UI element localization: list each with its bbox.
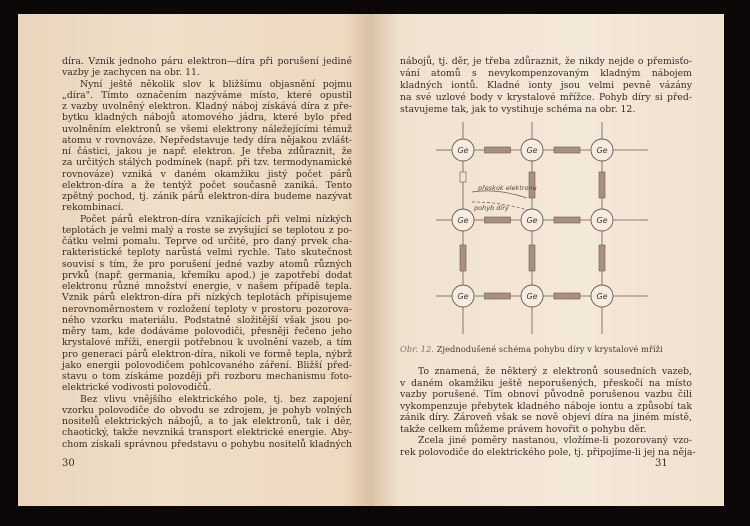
ge-atom-label: Ge xyxy=(596,216,608,225)
text-line: prvků (např. germania, křemíku apod.) je zapotřebí dodat xyxy=(62,269,352,281)
right-page-text-bottom xyxy=(400,366,696,458)
text-line: měry tam, kde dodáváme polovodiči, přesněji řečeno jeho xyxy=(62,326,352,337)
hole-motion-label: pohyb díry xyxy=(474,204,509,212)
ge-atom-label: Ge xyxy=(457,146,469,155)
electron-pair-bond xyxy=(485,147,511,153)
page-number-right: 31 xyxy=(655,458,668,469)
text-line: Vznik párů elektron-díra při nízkých teplotách připisujeme xyxy=(62,292,352,304)
text-line: stavujeme tak, jak to vystihuje schéma na obr. 12. xyxy=(400,104,636,115)
broken-bond xyxy=(460,172,466,182)
electron-jump-label: přeskok elektronu xyxy=(478,184,537,192)
text-line: na své uzlové body v krystalové mřížce. Pohyb díry si před- xyxy=(400,92,692,103)
text-line: vazby je zachycen na obr. 11. xyxy=(62,67,200,79)
electron-pair-bond xyxy=(460,245,466,271)
text-line: krystalové mříži, energii potřebnou k uvolnění vazeb, a tím xyxy=(62,337,352,349)
text-line: za určitých stálých podmínek (např. při tzv. termodynamické xyxy=(62,157,352,169)
text-line: stavu o tom získáme později při rozboru mechanismu foto- xyxy=(62,371,352,382)
text-line: vykompenzuje přebytek kladného náboje iontu a způsobí tak xyxy=(400,400,692,412)
electron-pair-bond xyxy=(554,293,580,299)
text-line: díra. Vznik jednoho páru elektron—díra při porušení jediné xyxy=(62,56,352,67)
text-line: nábojů, tj. děr, je třeba zdůraznit, že nikdy nejde o přemisťo- xyxy=(400,56,692,67)
text-line: bytku kladných nábojů atomového jádra, které bylo před xyxy=(62,112,352,124)
electron-pair-bond xyxy=(554,217,580,223)
text-line: „díra". Tímto označením nazýváme místo, které opustil xyxy=(62,89,352,101)
text-line: atomu v rovnováze. Nepředstavuje tedy díra nějakou zvlášt- xyxy=(62,134,352,146)
text-line: To znamená, že některý z elektronů sousedních vazeb, xyxy=(418,366,692,377)
ge-atom-label: Ge xyxy=(457,292,469,301)
text-line: vání atomů s nevykompenzovaným kladným nábojem xyxy=(400,68,692,79)
text-line: jako energii polovodičem pohlcovaného záření. Bližší před- xyxy=(62,359,352,371)
text-line: zpětný pochod, tj. zánik párů elektron-díra budeme nazývat xyxy=(62,191,352,202)
electron-pair-bond xyxy=(599,172,605,198)
text-line: rakteristické teploty narůstá velmi rychle. Tato skutečnost xyxy=(62,247,352,259)
text-line: teplotách je velmi malý a roste se zvyšující se teplotou z po- xyxy=(62,224,352,236)
ge-atom-label: Ge xyxy=(457,216,469,225)
text-line: takže celkem můžeme právem hovořit o pohybu děr. xyxy=(400,423,647,435)
text-line: Zcela jiné poměry nastanou, vložíme-li pozorovaný vzo- xyxy=(418,435,692,446)
text-line: v daném okamžiku ještě neporušených, přeskočí na místo xyxy=(400,377,692,389)
left-page-text xyxy=(62,56,352,450)
text-line: rekombinací. xyxy=(62,202,124,214)
text-line: Nyní ještě několik slov k bližšímu objasnění pojmu xyxy=(80,78,352,90)
right-page-text-top xyxy=(400,56,692,116)
caption-text: Zjednodušené schéma pohybu díry v krystalové mříži xyxy=(433,344,663,354)
text-line: chom získali správnou představu o pohybu nositelů kladných xyxy=(62,438,352,450)
crystal-lattice-figure xyxy=(432,118,652,338)
page-number-left: 30 xyxy=(62,458,75,469)
text-line: rek polovodiče do elektrického pole, tj. připojíme-li jej na něja- xyxy=(400,446,696,458)
electron-pair-bond xyxy=(485,217,511,223)
ge-atom-label: Ge xyxy=(596,146,608,155)
text-line: ní částici, jakou je např. elektron. Je třeba zdůraznit, že xyxy=(62,146,352,157)
right-page xyxy=(372,14,724,506)
text-line: rovnováze) vzniká v daném okamžiku jistý počet párů xyxy=(62,168,352,180)
text-line: nositelů elektrických nábojů, a to jak elektronů, tak i děr, xyxy=(62,416,352,427)
text-line: zánik díry. Zároveň však se nově objeví díra na jiném místě, xyxy=(400,412,692,423)
electron-pair-bond xyxy=(599,245,605,271)
left-page xyxy=(18,14,372,506)
text-line: souvisí s tím, že pro porušení jedné vazby atomů různých xyxy=(62,258,352,270)
figure-caption xyxy=(400,344,696,354)
text-line: vzorku polovodiče do obvodu se zdrojem, je pohyb volných xyxy=(62,404,352,416)
text-line: uvolněním elektronů se všemi elektrony náležejícími témuž xyxy=(62,123,352,135)
text-line: elektronu různé množství energie, v našem případě tepla. xyxy=(62,281,352,292)
text-line: nerovnoměrnostem v rozložení teploty v prostoru pozorova- xyxy=(62,303,352,315)
electron-pair-bond xyxy=(554,147,580,153)
text-line: elektrické vodivosti polovodičů. xyxy=(62,382,212,394)
electron-pair-bond xyxy=(485,293,511,299)
ge-atom-label: Ge xyxy=(526,146,538,155)
text-line: kladných iontů. Kladné ionty jsou velmi pevně vázány xyxy=(400,80,692,91)
ge-atom-label: Ge xyxy=(526,292,538,301)
text-line: Bez vlivu vnějšího elektrického pole, tj. bez zapojení xyxy=(80,393,352,405)
text-line: pro generaci párů elektron-díra, nikoli ve formě tepla, nýbrž xyxy=(62,348,352,360)
text-line: elektron-díra a že tentýž počet současně zaniká. Tento xyxy=(62,179,352,191)
text-line: vazby porušené. Tím obnoví původně porušenou vazbu čili xyxy=(400,389,692,400)
ge-atom-label: Ge xyxy=(596,292,608,301)
text-line: z vazby uvolněný elektron. Kladný náboj získává díra z pře- xyxy=(62,101,352,112)
text-line: chaotický, takže nevzniká transport elektrické energie. Aby- xyxy=(62,427,352,439)
text-line: čátku velmi pomalu. Teprve od určité, pro daný prvek cha- xyxy=(62,236,352,247)
ge-atom-label: Ge xyxy=(526,216,538,225)
text-line: Počet párů elektron-díra vznikajících při velmi nízkých xyxy=(80,213,352,225)
text-line: ného vzorku materiálu. Podstatně složitější však jsou po- xyxy=(62,314,352,326)
caption-prefix: Obr. 12. xyxy=(400,344,434,354)
electron-pair-bond xyxy=(529,245,535,271)
